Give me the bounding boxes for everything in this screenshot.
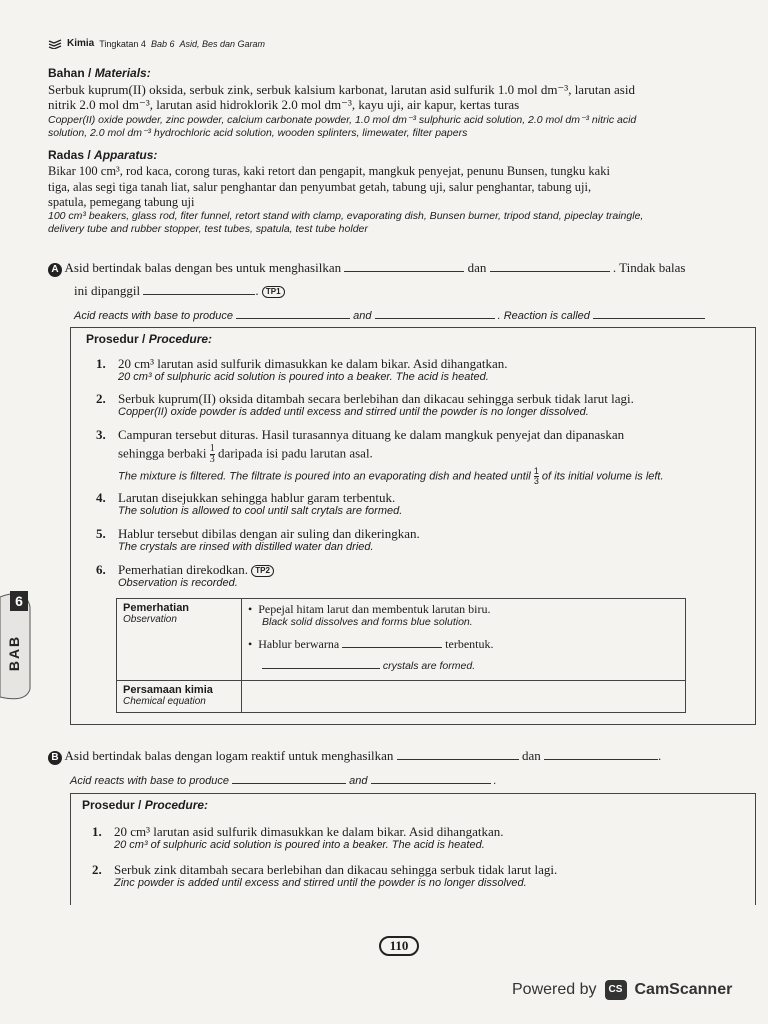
procedure-a-title-ms: Prosedur / xyxy=(86,332,146,346)
procedure-a-title xyxy=(86,332,212,346)
step-text-ms-line1: Campuran tersebut dituras. Hasil turasannya dituang ke dalam mangkuk penyejat dan dipanaskan xyxy=(118,427,625,442)
step-text-ms: 20 cm³ larutan asid sulfurik dimasukkan ke dalam bikar. Asid dihangatkan. xyxy=(114,824,504,839)
section-b-badge: B xyxy=(48,751,62,765)
bullet1-ms: Pepejal hitam larut dan membentuk larutan biru. xyxy=(258,602,491,616)
step-text-en-b: of its initial volume is left. xyxy=(541,470,664,483)
materials-line1-ms: Serbuk kuprum(II) oksida, serbuk zink, serbuk kalsium karbonat, larutan asid sulfurik 1.0 mol dm⁻³, larutan asid xyxy=(48,82,635,97)
fraction-one-third-en xyxy=(534,467,539,486)
step-text-en: Observation is recorded. xyxy=(118,577,238,590)
section-b-blank2[interactable] xyxy=(544,748,658,760)
step-text-en-a: The mixture is filtered. The filtrate is poured into an evaporating dish and heated until xyxy=(118,470,531,483)
side-tab-label: BAB xyxy=(6,634,23,672)
section-a-q-text1: Asid bertindak balas dengan bes untuk menghasilkan xyxy=(64,260,342,275)
fraction-numerator: 1 xyxy=(209,443,215,454)
step-text-ms: Serbuk zink ditambah secara berlebihan dan dikacau sehingga serbuk tidak larut lagi. xyxy=(114,862,558,877)
materials-line2-ms: nitrik 2.0 mol dm⁻³, larutan asid hidroklorik 2.0 mol dm⁻³, kayu uji, air kapur, kertas turas xyxy=(48,97,520,112)
observation-header-cell xyxy=(117,599,242,681)
procedure-b-step-1 xyxy=(92,824,752,852)
procedure-a-step-2 xyxy=(96,391,756,419)
fraction-numerator: 1 xyxy=(533,466,539,476)
crystal-colour-blank[interactable] xyxy=(342,636,442,648)
section-b-q-text1: Asid bertindak balas dengan logam reaktif untuk menghasilkan xyxy=(64,748,394,763)
step-number: 2. xyxy=(96,391,106,406)
step-text-ms: Hablur tersebut dibilas dengan air suling dan dikeringkan. xyxy=(118,526,420,541)
bullet-icon: • xyxy=(248,637,256,651)
materials-title xyxy=(48,66,151,80)
section-b-question-en xyxy=(70,772,497,788)
section-b-blank-en1[interactable] xyxy=(232,772,346,784)
procedure-b-title-ms: Prosedur / xyxy=(82,798,142,812)
procedure-a-step-5 xyxy=(96,526,756,554)
section-a-q-text3: ini dipanggil xyxy=(74,283,141,298)
observation-content-cell xyxy=(242,599,686,681)
section-a-badge: A xyxy=(48,263,62,277)
step-text-en: 20 cm³ of sulphuric acid solution is poured into a beaker. The acid is heated. xyxy=(118,371,489,383)
section-a-blank3[interactable] xyxy=(143,283,255,295)
powered-by-text: Powered by xyxy=(512,981,597,998)
procedure-a-step-1 xyxy=(96,356,756,384)
procedure-b-title-en: Procedure: xyxy=(144,798,209,812)
materials-line2-en: solution, 2.0 mol dm⁻³ hydrochloric acid solution, wooden splinters, limewater, filter papers xyxy=(48,127,468,139)
camscanner-footer xyxy=(512,980,732,1000)
step-number: 3. xyxy=(96,427,106,442)
section-a-q-en2: . Reaction is called xyxy=(497,310,590,322)
section-a-q-dot: . xyxy=(255,283,259,298)
section-b-blank1[interactable] xyxy=(397,748,519,760)
step-text-ms-2a: sehingga berbaki xyxy=(118,445,207,461)
section-b-blank-en2[interactable] xyxy=(371,772,491,784)
header-chapter-title: Asid, Bes dan Garam xyxy=(179,38,266,49)
section-a-question-en xyxy=(74,307,705,323)
materials-line1-en: Copper(II) oxide powder, zinc powder, calcium carbonate powder, 1.0 mol dm⁻³ sulphuric acid solution, 2.0 mol dm⁻³ nitric acid xyxy=(48,114,637,126)
procedure-a-step-4 xyxy=(96,490,756,518)
procedure-a-title-en: Procedure: xyxy=(148,332,213,346)
materials-title-ms: Bahan / xyxy=(48,66,92,80)
section-b-q-en-dot: . xyxy=(493,775,497,787)
observation-bullet-1 xyxy=(248,602,679,616)
materials-title-en: Materials: xyxy=(94,66,151,80)
section-a-question-line2 xyxy=(74,283,285,298)
procedure-a-step-6 xyxy=(96,562,756,590)
step-text-en: 20 cm³ of sulphuric acid solution is poured into a beaker. The acid is heated. xyxy=(114,839,485,851)
section-a-q-en1: Acid reacts with base to produce xyxy=(74,310,233,322)
page-header xyxy=(48,38,265,49)
bullet2-en: crystals are formed. xyxy=(382,660,476,672)
step-text-ms: 20 cm³ larutan asid sulfurik dimasukkan ke dalam bikar. Asid dihangatkan. xyxy=(118,356,508,371)
step-number: 5. xyxy=(96,526,106,541)
equation-header-ms: Persamaan kimia xyxy=(123,684,213,696)
observation-table xyxy=(116,598,686,713)
step-number: 4. xyxy=(96,490,106,505)
equation-row xyxy=(117,681,686,713)
section-a-q-and: dan xyxy=(467,260,487,275)
fraction-denominator: 3 xyxy=(533,476,539,486)
observation-bullet-2 xyxy=(248,636,679,651)
step-text-en: The solution is allowed to cool until salt crytals are formed. xyxy=(118,505,403,517)
section-a-blank1[interactable] xyxy=(344,260,464,272)
step-text-ms-2b: daripada isi padu larutan asal. xyxy=(217,445,373,461)
camscanner-logo-icon: CS xyxy=(605,980,627,1000)
apparatus-line2-ms: tiga, alas segi tiga tanah liat, salur penghantar dan penyumbat getah, tabung uji, salur penghantar, tabung uji, xyxy=(48,180,592,194)
step-text-ms xyxy=(118,562,756,577)
section-b-q-dot: . xyxy=(657,748,662,763)
apparatus-line2-en: delivery tube and rubber stopper, test tubes, spatula, test tube holder xyxy=(48,223,368,235)
apparatus-line1-en: 100 cm³ beakers, glass rod, fiter funnel, retort stand with clamp, evaporating dish, Bunsen burner, tripod stand, pipeclay traingle, xyxy=(48,210,644,222)
step-number: 1. xyxy=(92,824,102,839)
page-number: 110 xyxy=(379,936,419,956)
apparatus-line3-ms: spatula, pemegang tabung uji xyxy=(48,195,195,209)
apparatus-title-en: Apparatus: xyxy=(94,148,158,162)
tp2-badge: TP2 xyxy=(251,565,274,577)
tp1-badge: TP1 xyxy=(262,286,285,298)
apparatus-title-ms: Radas / xyxy=(48,148,91,162)
observation-header-en: Observation xyxy=(123,614,177,625)
section-b-q-en1: Acid reacts with base to produce xyxy=(70,775,229,787)
section-b-question-line1 xyxy=(48,748,661,765)
equation-header-en: Chemical equation xyxy=(123,696,206,707)
book-logo-icon xyxy=(48,39,62,49)
section-a-blank2[interactable] xyxy=(490,260,610,272)
bullet-icon: • xyxy=(248,602,256,616)
step-text-ms: Larutan disejukkan sehingga hablur garam terbentuk. xyxy=(118,490,396,505)
step-text-en: The crystals are rinsed with distilled water dan dried. xyxy=(118,541,374,553)
step-text-ms-line2 xyxy=(118,444,756,465)
crystal-colour-blank-en[interactable] xyxy=(262,657,380,669)
section-a-blank-en1[interactable] xyxy=(236,307,350,319)
equation-answer-cell[interactable] xyxy=(242,681,686,713)
fraction-denominator: 3 xyxy=(209,454,215,465)
step-text-en: Zinc powder is added until excess and stirred until the powder is no longer dissolved. xyxy=(114,877,527,889)
camscanner-name: CamScanner xyxy=(634,981,733,998)
bullet2-ms-a: Hablur berwarna xyxy=(258,637,340,651)
bullet2-en-line xyxy=(262,657,679,672)
header-chapter: Bab 6 xyxy=(150,38,175,49)
section-a-blank-en3[interactable] xyxy=(593,307,705,319)
step-number: 6. xyxy=(96,562,106,577)
procedure-b-title xyxy=(82,798,208,812)
bullet1-en: Black solid dissolves and forms blue solution. xyxy=(262,616,473,628)
side-tab-number: 6 xyxy=(10,591,28,611)
section-b-q-and: dan xyxy=(521,748,541,763)
section-a-blank-en2[interactable] xyxy=(375,307,495,319)
observation-header-ms: Pemerhatian xyxy=(123,602,190,614)
section-b-q-en-and: and xyxy=(349,775,368,787)
step-number: 1. xyxy=(96,356,106,371)
step-text-ms-span: Pemerhatian direkodkan. xyxy=(118,562,248,577)
procedure-a-step-3 xyxy=(96,427,756,486)
step-number: 2. xyxy=(92,862,102,877)
step-text-en: Copper(II) oxide powder is added until excess and stirred until the powder is no longer dissolved. xyxy=(118,406,589,418)
header-subject: Kimia xyxy=(67,38,95,49)
section-a-q-en-and: and xyxy=(353,310,372,322)
section-a-q-text2: . Tindak balas xyxy=(612,260,686,275)
header-form: Tingkatan 4 xyxy=(99,38,146,49)
apparatus-title xyxy=(48,148,157,162)
chapter-side-tab xyxy=(0,585,40,705)
section-a-question-line1 xyxy=(48,260,685,277)
apparatus-line1-ms: Bikar 100 cm³, rod kaca, corong turas, kaki retort dan pengapit, mangkuk penyejat, penunu Bunsen, tungku kaki xyxy=(48,164,610,178)
step-text-ms: Serbuk kuprum(II) oksida ditambah secara berlebihan dan dikacau sehingga serbuk tidak larut lagi. xyxy=(118,391,634,406)
step-text-en xyxy=(118,467,756,486)
fraction-one-third xyxy=(210,444,215,465)
equation-header-cell xyxy=(117,681,242,713)
bullet2-ms-b: terbentuk. xyxy=(445,637,494,651)
observation-row xyxy=(117,599,686,681)
procedure-b-step-2 xyxy=(92,862,752,890)
